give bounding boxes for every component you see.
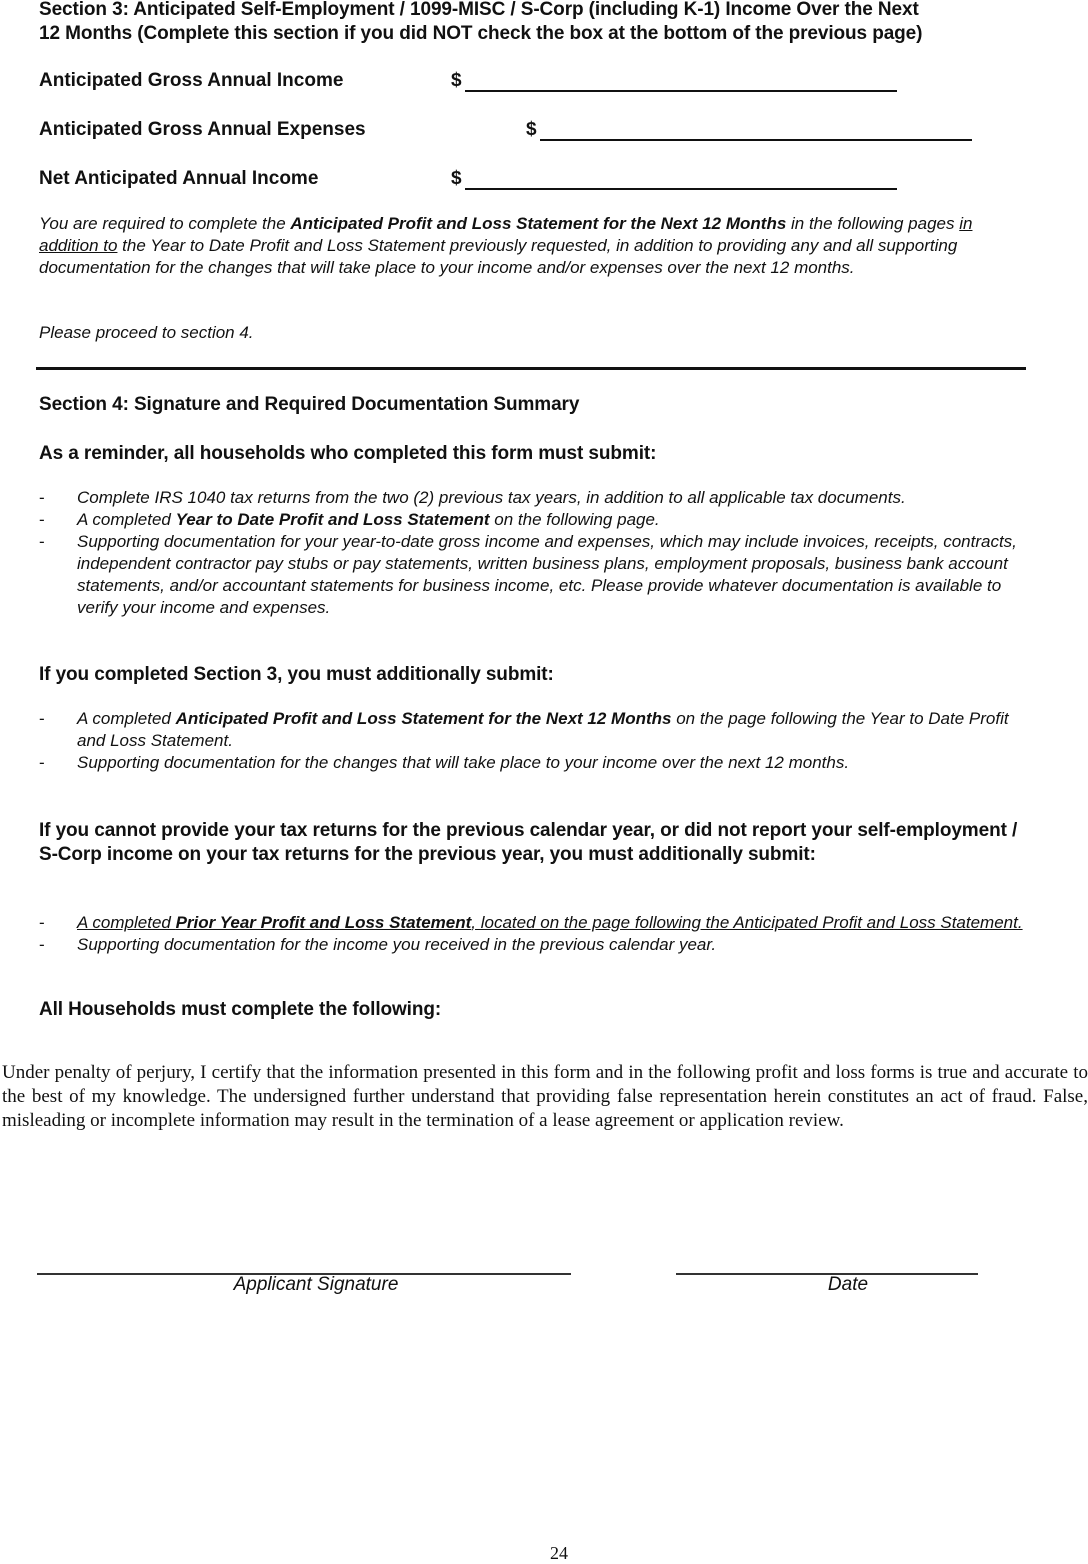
- list-item: [39, 487, 1029, 509]
- certification-statement: Under penalty of perjury, I certify that the information presented in this form and in the following profit and loss forms is true and accurate to the best of my knowledge. The undersigned further understand that providing false representation herein constitutes an act of fraud. False, misleading or incomplete information may result in the termination of a lease agreement or application review.: [2, 1062, 1088, 1131]
- section-3-title-line-1: Section 3: Anticipated Self-Employment / 1099-MISC / S-Corp (including K-1) Income Over the Next: [39, 0, 919, 20]
- item-text: A completed: [77, 709, 176, 728]
- section-4-title: Section 4: Signature and Required Documentation Summary: [39, 394, 580, 415]
- item-text: Supporting documentation for the income you received in the previous calendar year.: [77, 935, 717, 954]
- proceed-note: Please proceed to section 4.: [39, 323, 254, 342]
- instructions-text-3: the Year to Date Profit and Loss Statement previously requested, in addition to providing any and all supporting documentation for the changes that will take place to your income and/or expenses over the next 12 months.: [39, 236, 958, 277]
- instructions-bold-1: Anticipated Profit and Loss Statement for the Next 12 Months: [290, 214, 787, 233]
- all-households-heading: All Households must complete the following:: [39, 999, 442, 1020]
- instructions-underline: in addition to: [39, 214, 973, 255]
- list-item: [39, 912, 1029, 934]
- date-label: Date: [827, 1274, 869, 1295]
- list-item: [39, 934, 1029, 956]
- bullet-dash: -: [39, 510, 45, 529]
- gross-income-input[interactable]: [465, 90, 897, 92]
- item-text: A completed: [77, 510, 176, 529]
- bullet-dash: -: [39, 709, 45, 728]
- instructions-text-2: in the following pages: [786, 214, 960, 233]
- list-item: [39, 531, 1029, 619]
- section-3-title-line-2: 12 Months (Complete this section if you did NOT check the box at the bottom of the previous page): [39, 23, 923, 44]
- bullet-dash: -: [39, 488, 45, 507]
- gross-income-currency: $: [451, 70, 462, 91]
- bullet-dash: -: [39, 753, 45, 772]
- list-item: [39, 708, 1029, 752]
- item-text-post: , located on the page following the Anticipated Profit and Loss Statement.: [471, 913, 1023, 932]
- list-item: [39, 509, 1029, 531]
- item-bold: Year to Date Profit and Loss Statement: [175, 510, 490, 529]
- applicant-signature-label: Applicant Signature: [233, 1274, 399, 1295]
- item-text-post: on the following page.: [489, 510, 660, 529]
- reminder-heading: As a reminder, all households who completed this form must submit:: [39, 443, 657, 464]
- item-text: Supporting documentation for your year-to-date gross income and expenses, which may include invoices, receipts, contracts, independent contractor pay stubs or pay statements, written business plans, employment proposals, business bank account statements, and/or accountant statements for business income, etc. Please provide whatever documentation is available to verify your income and expenses.: [77, 532, 1017, 617]
- instructions-text-1: You are required to complete the: [39, 214, 291, 233]
- net-income-input[interactable]: [465, 188, 897, 190]
- gross-income-label: Anticipated Gross Annual Income: [39, 70, 344, 91]
- section-3-title: [39, 0, 1079, 46]
- item-bold: Anticipated Profit and Loss Statement for the Next 12 Months: [175, 709, 672, 728]
- item-text: A completed: [77, 913, 176, 932]
- bullet-dash: -: [39, 532, 45, 551]
- section-divider: [36, 367, 1026, 370]
- list-item: [39, 752, 1029, 774]
- section-3-instructions: [39, 213, 1029, 279]
- section-3-requirements-heading: If you completed Section 3, you must additionally submit:: [39, 664, 554, 685]
- gross-expenses-input[interactable]: [540, 139, 972, 141]
- bullet-dash: -: [39, 935, 45, 954]
- item-underlined: [77, 913, 1023, 932]
- page-number: 24: [550, 1543, 568, 1563]
- no-returns-list: [39, 912, 1029, 956]
- item-text: Complete IRS 1040 tax returns from the two (2) previous tax years, in addition to all applicable tax documents.: [77, 488, 906, 507]
- item-bold: Prior Year Profit and Loss Statement: [175, 913, 472, 932]
- no-returns-heading: If you cannot provide your tax returns for the previous calendar year, or did not report your self-employment / S-Corp income on your tax returns for the previous year, you must additionally submit:: [39, 820, 1018, 865]
- net-income-currency: $: [451, 168, 462, 189]
- reminder-list: [39, 487, 1029, 619]
- section-3-requirements-list: [39, 708, 1029, 774]
- gross-expenses-label: Anticipated Gross Annual Expenses: [39, 119, 366, 140]
- item-text: Supporting documentation for the changes that will take place to your income over the next 12 months.: [77, 753, 850, 772]
- net-income-label: Net Anticipated Annual Income: [39, 168, 319, 189]
- gross-expenses-currency: $: [526, 119, 537, 140]
- bullet-dash: -: [39, 913, 45, 932]
- item-text-post: on the page following the Year to Date Profit and Loss Statement.: [77, 709, 1009, 750]
